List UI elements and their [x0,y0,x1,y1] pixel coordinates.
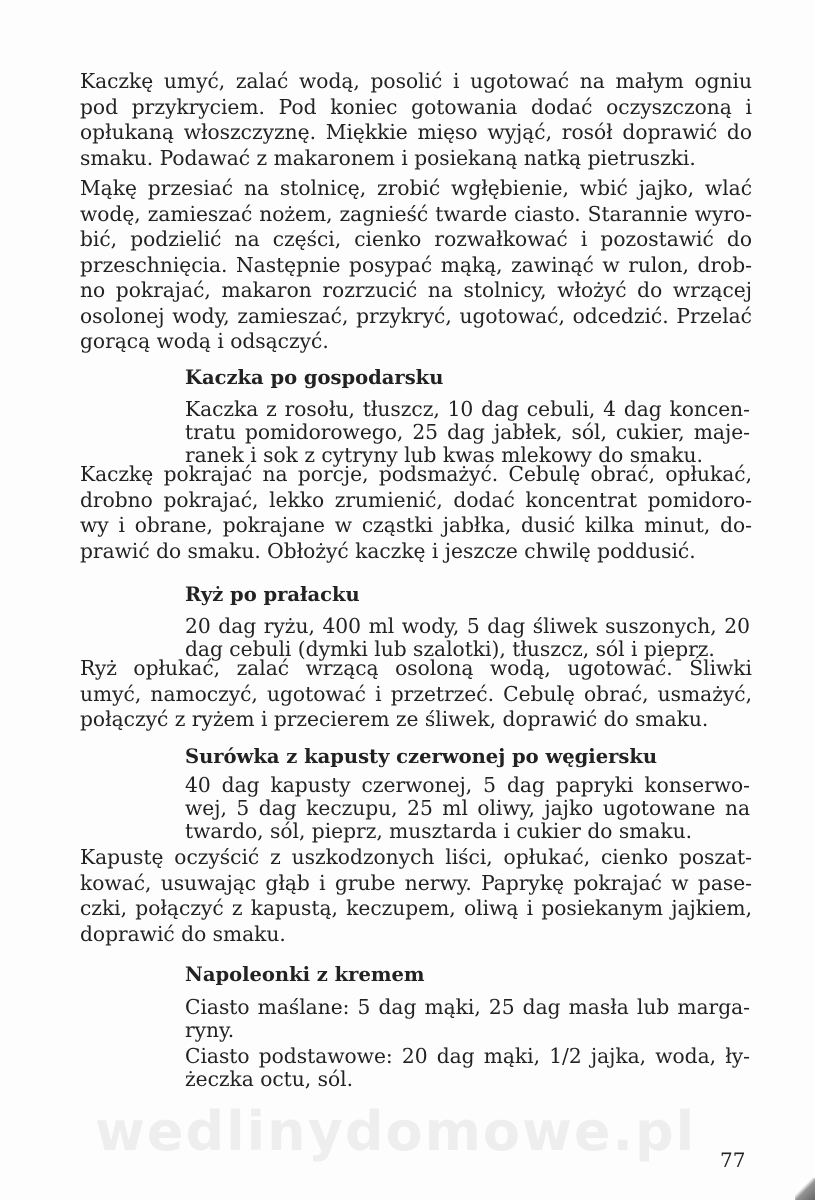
text-line: Mąkę przesiać na stolnicę, zrobić wgłębienie, wbić jajko, wlać [80,176,752,200]
text-line: wy i obrane, pokrajane w cząstki jabłka, dusić kilka minut, do- [80,513,752,537]
ingredient-line: twardo, sól, pieprz, musztarda i cukier do smaku. [185,820,693,843]
ingredient-line: tratu pomidorowego, 25 dag jabłek, sól, cukier, maje- [185,421,750,444]
text-line: bić, podzielić na części, cienko rozwałkować i pozostawić do [80,227,752,251]
text-line: opłukaną włoszczyznę. Miękkie mięso wyjąć, rosół doprawić do [80,120,752,144]
text-line: doprawić do smaku. [80,921,286,946]
text-line: umyć, namoczyć, ugotować i przetrzeć. Cebulę obrać, usmażyć, [80,681,752,706]
recipe-method-kaczka [80,462,752,564]
text-line: Kaczkę umyć, zalać wodą, posolić i ugotować na małym ogniu [80,69,752,93]
intro-paragraph-2 [80,176,752,355]
page-corner-shadow [795,1178,815,1200]
text-line: drobno pokrajać, lekko zrumienić, dodać koncentrat pomidoro- [80,487,752,512]
text-line: pod przykryciem. Pod koniec gotowania dodać oczyszczoną i [80,94,752,119]
recipe-ingredients-kaczka [185,398,750,467]
text-line: smaku. Podawać z makaronem i posiekaną natką pietruszki. [80,145,696,170]
intro-paragraph-1 [80,69,752,171]
ingredient-line: ryny. [185,1019,235,1042]
ingredient-line: żeczka octu, sól. [185,1068,354,1091]
text-line: połączyć z ryżem i przecierem ze śliwek, doprawić do smaku. [80,707,709,731]
ingredient-line: wej, 5 dag keczupu, 25 ml oliwy, jajko ugotowane na [185,797,750,820]
text-line: przeschnięcia. Następnie posypać mąką, zawinąć w rulon, drob- [80,252,752,277]
ingredient-line: 40 dag kapusty czerwonej, 5 dag papryki konserwo- [185,774,750,797]
text-line: wodę, zamieszać nożem, zagnieść twarde ciasto. Starannie wyro- [80,201,752,226]
recipe-method-ryz [80,656,752,733]
ingredient-line: ranek i sok z cytryny lub kwas mlekowy do smaku. [185,444,703,467]
text-line: osolonej wody, zamieszać, przykryć, ugotować, odcedzić. Przelać [80,303,752,328]
ingredient-line: 20 dag ryżu, 400 ml wody, 5 dag śliwek suszonych, 20 [185,615,750,638]
text-line: czki, połączyć z kapustą, keczupem, oliwą i posiekanym jajkiem, [80,896,752,920]
text-line: kować, usuwając głąb i grube nerwy. Paprykę pokrajać w pase- [80,870,752,895]
recipe-ingredients-surowka [185,774,750,843]
text-line: Kaczkę pokrajać na porcje, podsmażyć. Cebulę obrać, opłukać, [80,462,752,486]
recipe-title-napoleonki: Napoleonki z kremem [185,963,425,986]
text-line: gorącą wodą i odsączyć. [80,329,329,353]
recipe-ingredients-napoleonki-a [185,996,750,1042]
recipe-ingredients-ryz [185,615,750,661]
ingredient-line: Ciasto podstawowe: 20 dag mąki, 1/2 jajka, woda, ły- [185,1045,750,1068]
text-line: Kapustę oczyścić z uszkodzonych liści, opłukać, cienko poszat- [80,845,752,869]
recipe-ingredients-napoleonki-b [185,1045,750,1091]
text-line: Ryż opłukać, zalać wrzącą osoloną wodą, ugotować. Śliwki [80,656,752,680]
ingredient-line: Ciasto maślane: 5 dag mąki, 25 dag masła lub marga- [185,996,750,1019]
text-line: no pokrajać, makaron rozrzucić na stolnicy, włożyć do wrzącej [80,278,752,302]
text-line: prawić do smaku. Obłożyć kaczkę i jeszcze chwilę poddusić. [80,538,696,563]
ingredient-line: Kaczka z rosołu, tłuszcz, 10 dag cebuli, 4 dag koncen- [185,398,750,421]
page-number: 77 [720,1148,746,1172]
recipe-title-ryz: Ryż po prałacku [185,583,360,606]
recipe-title-kaczka: Kaczka po gospodarsku [185,366,444,389]
recipe-title-surowka: Surówka z kapusty czerwonej po węgiersku [185,745,658,768]
ingredient-line: dag cebuli (dymki lub szalotki), tłuszcz, sól i pieprz. [185,638,715,661]
watermark-text: wedlinydomowe.pl [95,1100,697,1163]
recipe-method-surowka [80,845,752,947]
